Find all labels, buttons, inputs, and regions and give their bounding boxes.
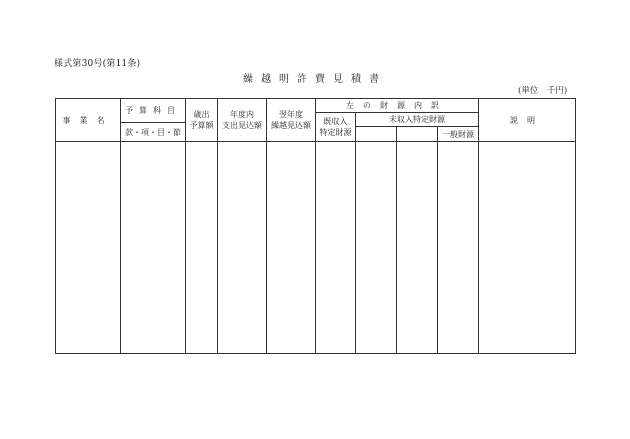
table-border-right xyxy=(575,98,576,354)
carryover-estimate-table xyxy=(55,98,576,354)
header-expenditure-budget: 歳出 予算額 xyxy=(189,110,214,130)
header-budget-item: 予算科目 xyxy=(125,106,181,115)
form-number: 様式第30号(第11条) xyxy=(54,59,141,69)
column-divider xyxy=(437,126,438,354)
header-current-year-spend: 年度内 支出見込額 xyxy=(222,110,262,130)
header-funding-breakdown: 左の財源内訳 xyxy=(346,101,448,110)
document-title: 繰越明許費見積書 xyxy=(243,74,387,85)
header-explanation: 説明 xyxy=(510,115,544,125)
header-received-specific: 既収入 特定財源 xyxy=(319,117,352,137)
header-next-year-carryover: 翌年度 繰越見込額 xyxy=(271,110,311,130)
header-unreceived-specific: 未収入特定財源 xyxy=(389,115,445,124)
header-project-name: 事業名 xyxy=(62,115,114,125)
header-general-funds: 一般財源 xyxy=(442,129,474,139)
column-divider xyxy=(355,112,356,354)
unit-label: (単位 千円) xyxy=(518,86,568,96)
column-divider xyxy=(396,126,397,354)
header-budget-item-sub: 款・項・目・節 xyxy=(125,127,181,137)
